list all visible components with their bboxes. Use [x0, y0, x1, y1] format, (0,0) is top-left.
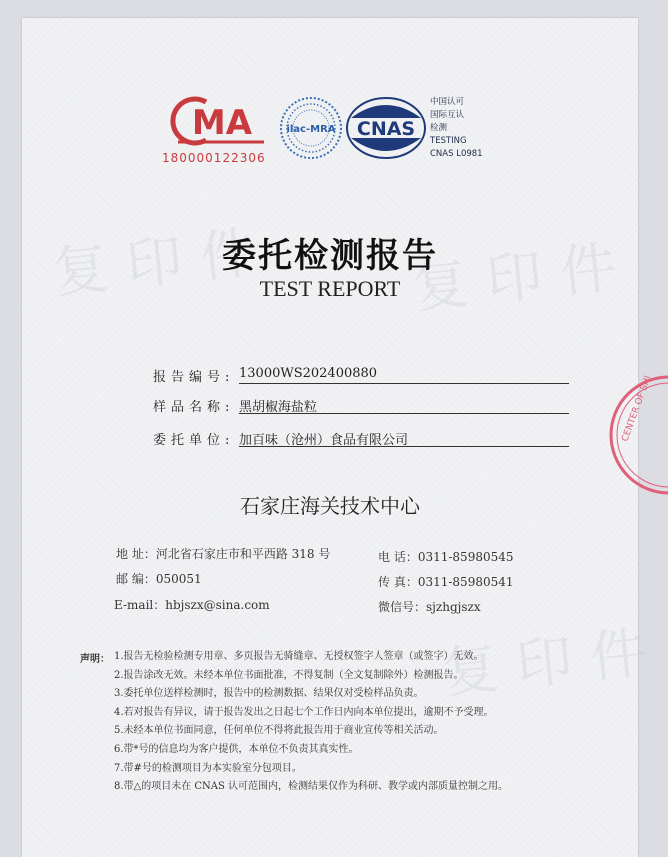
email-label: E-mail：	[114, 598, 166, 612]
cnas-line: 检测	[430, 123, 448, 133]
cnas-line: 中国认可	[430, 97, 465, 107]
email-line	[114, 596, 270, 613]
phone-label: 电 话：	[378, 550, 418, 564]
report-page	[22, 18, 668, 857]
wechat-value: sjzhgjszx	[426, 600, 481, 614]
cma-number: 180000122306	[162, 151, 266, 165]
watermark: 复印件	[409, 233, 638, 322]
report-title-cn: 委托检测报告	[222, 236, 438, 276]
wechat-label: 微信号：	[378, 600, 427, 614]
note-item: 7.带#号的检测项目为本实验室分包项目。	[114, 762, 302, 774]
address-label: 地 址：	[116, 547, 156, 561]
cnas-line: TESTING	[430, 136, 467, 146]
svg-text:MA: MA	[191, 103, 253, 143]
fax-line	[378, 573, 514, 590]
watermark: 复印件	[49, 218, 278, 307]
svg-text:CENTER OF SHI: CENTER OF SHI	[620, 374, 654, 444]
notes-list	[114, 648, 508, 797]
watermark: 复印件	[439, 618, 668, 707]
underline	[239, 446, 569, 447]
fax-value: 0311-85980541	[417, 575, 514, 589]
official-seal-icon	[607, 372, 667, 498]
issuing-center-name: 石家庄海关技术中心	[240, 494, 420, 518]
underline	[239, 413, 569, 414]
email-value: hbjszx@sina.com	[165, 598, 270, 612]
note-item: 5.未经本单位书面同意，任何单位不得将此报告用于商业宣传等相关活动。	[114, 725, 444, 737]
cnas-line: CNAS L0981	[430, 149, 483, 159]
note-item: 6.带*号的信息均为客户提供，本单位不负责其真实性。	[114, 743, 359, 755]
field-value: 黑胡椒海盐粒	[239, 400, 318, 415]
note-item: 3.委托单位送样检测时，报告中的检测数据、结果仅对受检样品负责。	[114, 688, 424, 700]
ilac-mra-logo-icon	[279, 96, 343, 160]
postcode-value: 050051	[155, 572, 202, 586]
svg-text:CNAS: CNAS	[356, 118, 416, 140]
phone-line	[378, 548, 514, 565]
underline	[239, 383, 569, 384]
field-value: 13000WS202400880	[239, 366, 378, 381]
note-item: 8.带△的项目未在 CNAS 认可范围内，检测结果仅作为科研、教学或内部质量控制之用。	[114, 781, 509, 793]
wechat-line	[378, 598, 481, 615]
cnas-line: 国际互认	[430, 110, 465, 120]
report-title-en: TEST REPORT	[259, 276, 401, 301]
field-value: 加百味（沧州）食品有限公司	[239, 433, 409, 448]
cnas-logo-icon	[345, 96, 427, 160]
svg-text:ilac-MRA: ilac-MRA	[286, 124, 336, 135]
cma-logo-icon	[172, 94, 268, 148]
address-line	[116, 545, 330, 562]
note-item: 1.报告无检验检测专用章、多页报告无骑缝章、无授权签字人签章（或签字）无效。	[114, 651, 484, 662]
note-item: 4.若对报告有异议，请于报告发出之日起七个工作日内向本单位提出，逾期不予受理。	[114, 706, 494, 718]
cnas-accreditation-text	[430, 96, 483, 161]
postcode-label: 邮 编：	[116, 572, 156, 586]
field-label: 样品名称:	[153, 400, 235, 415]
note-item: 2.报告涂改无效。未经本单位书面批准，不得复制（全文复制除外）检测报告。	[114, 669, 464, 681]
address-value: 河北省石家庄市和平西路 318 号	[155, 547, 331, 561]
field-label: 报告编号:	[153, 370, 235, 385]
notes-label: 声明：	[80, 654, 110, 665]
postcode-line	[116, 570, 202, 587]
field-label: 委托单位:	[153, 433, 235, 448]
fax-label: 传 真：	[378, 575, 418, 589]
phone-value: 0311-85980545	[417, 550, 514, 564]
